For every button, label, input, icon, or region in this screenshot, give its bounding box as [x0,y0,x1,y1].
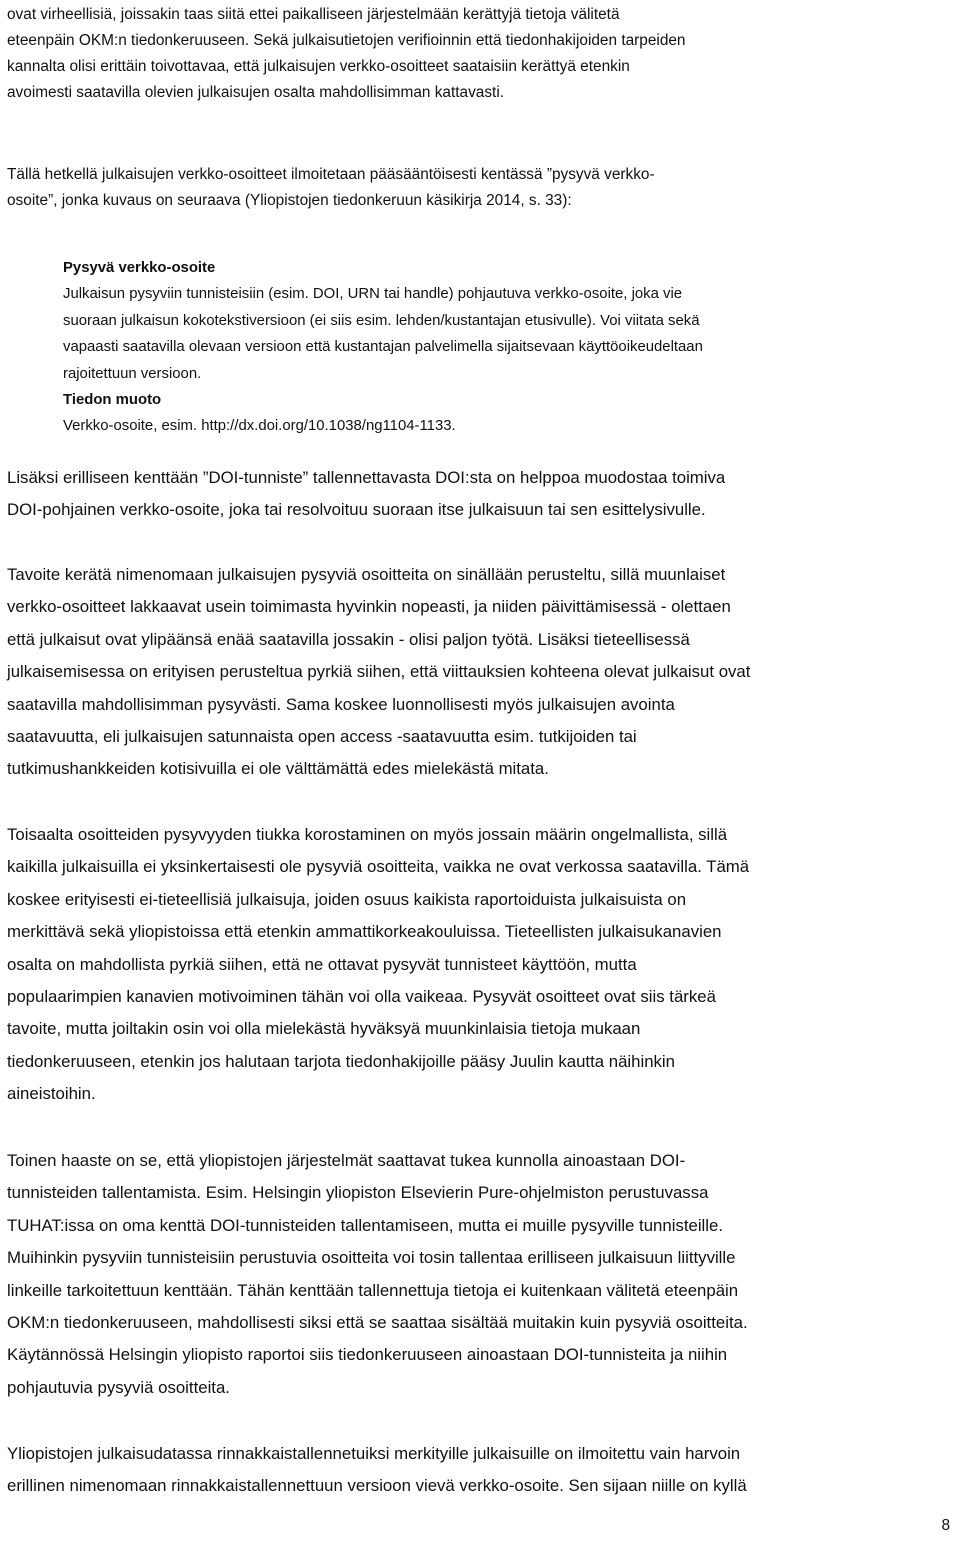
text-line: osoite”, jonka kuvaus on seuraava (Yliopistojen tiedonkeruun käsikirja 2014, s. 33): [7,192,572,209]
handbook-quote [63,255,953,440]
page-number: 8 [941,1517,950,1534]
text-line: populaarimpien kanavien motivoiminen tähän voi olla vaikeaa. Pysyvät osoitteet ovat siis tärkeä [7,987,716,1007]
text-line: Muihinkin pysyviin tunnisteisiin perustuvia osoitteita voi tosin tallentaa erilliseen julkaisuun liittyville [7,1248,736,1268]
text-line: koskee erityisesti ei-tieteellisiä julkaisuja, joiden osuus kaikista raportoiduista julkaisuista on [7,889,687,909]
paragraph-goal [7,559,955,786]
text-line: erillinen nimenomaan rinnakkaistallennettuun versioon vievä verkko-osoite. Sen sijaan niille on kyllä [7,1476,747,1496]
text-line: avoimesti saatavilla olevien julkaisujen osalta mahdollisimman kattavasti. [7,84,505,101]
text-line: osalta on mahdollista pyrkiä siihen, että ne ottavat pysyvät tunnisteet käyttöön, mutta [7,954,637,974]
paragraph-emphasis [7,819,955,1111]
text-line: kaikilla julkaisuilla ei yksinkertaisesti ole pysyviä osoitteita, vaikka ne ovat verkossa saatavilla. Tämä [7,857,750,877]
text-line: Lisäksi erilliseen kenttään ”DOI-tunniste” tallennettavasta DOI:sta on helppoa muodostaa toimiva [7,468,726,487]
text-line: ovat virheellisiä, joissakin taas siitä ettei paikalliseen järjestelmään kerättyjä tietoja välitetä [7,6,620,23]
quote-format-text: Verkko-osoite, esim. http://dx.doi.org/10.1038/ng1104-1133. [63,418,456,435]
text-line: aineistoihin. [7,1084,96,1104]
paragraph-doi [7,462,955,527]
text-line: Tavoite kerätä nimenomaan julkaisujen pysyviä osoitteita on sinällään perusteltu, sillä muunlaiset [7,565,726,584]
text-line: saatavuutta, eli julkaisujen satunnaista open access -saatavuutta esim. tutkijoiden tai [7,727,637,747]
text-line: pohjautuvia pysyviä osoitteita. [7,1377,230,1397]
text-line: DOI-pohjainen verkko-osoite, joka tai resolvoituu suoraan itse julkaisuun tai sen esittelysivulle. [7,500,706,520]
text-line: OKM:n tiedonkeruuseen, mahdollisesti siksi että se saattaa sisältää muitakin kuin pysyviä osoitteita. [7,1313,748,1333]
quote-line: rajoitettuun versioon. [63,365,202,382]
text-line: Käytännössä Helsingin yliopisto raportoi siis tiedonkeruuseen ainoastaan DOI-tunnisteita ja niihin [7,1345,728,1365]
quote-line: vapaasti saatavilla olevaan versioon että kustantajan palvelimella sijaitsevaan käyttöoikeudeltaan [63,339,703,356]
text-line: kannalta olisi erittäin toivottavaa, että julkaisujen verkko-osoitteet saataisiin kerättyä etenkin [7,58,630,75]
text-line: tutkimushankkeiden kotisivuilla ei ole välttämättä edes mielekästä mitata. [7,759,549,779]
quote-line: Julkaisun pysyviin tunnisteisiin (esim. DOI, URN tai handle) pohjautuva verkko-osoite, joka vie [63,286,683,303]
text-line: tunnisteiden tallentamista. Esim. Helsingin yliopiston Elsevierin Pure-ohjelmiston perustuvassa [7,1183,709,1203]
text-line: linkeille tarkoitettuun kenttään. Tähän kenttään tallennettuja tietoja ei kuitenkaan välitetä eteenpäin [7,1280,739,1300]
text-line: Tällä hetkellä julkaisujen verkko-osoitteet ilmoitetaan pääsääntöisesti kentässä ”pysyvä verkko- [7,166,655,183]
text-line: että julkaisut ovat ylipäänsä enää saatavilla jossakin - olisi paljon työtä. Lisäksi tieteellisessä [7,629,690,649]
quote-heading: Pysyvä verkko-osoite [63,260,216,276]
quote-line: suoraan julkaisun kokotekstiversioon (ei siis esim. lehden/kustantajan etusivulle). Voi viitata sekä [63,312,700,329]
text-line: Toisaalta osoitteiden pysyvyyden tiukka korostaminen on myös jossain määrin ongelmallista, sillä [7,825,728,844]
text-line: Toinen haaste on se, että yliopistojen järjestelmät saattavat tukea kunnolla ainoastaan DOI- [7,1151,686,1170]
quote-format-heading: Tiedon muoto [63,392,162,409]
paragraph-parallel-storage [7,1438,955,1503]
text-line: verkko-osoitteet lakkaavat usein toimimasta hyvinkin nopeasti, ja niiden päivittämisessä - olettaen [7,597,731,617]
paragraph-current-practice [7,162,955,214]
text-line: Yliopistojen julkaisudatassa rinnakkaistallennetuiksi merkityille julkaisuille on ilmoitettu vain harvoin [7,1444,741,1463]
text-line: julkaisemisessa on erityisen perusteltua pyrkiä siihen, että viittauksien kohteena olevat julkaisut ovat [7,662,751,682]
paragraph-second-challenge [7,1145,955,1404]
text-line: tavoite, mutta joiltakin osin voi olla mielekästä hyväksyä muunkinlaisia tietoja mukaan [7,1019,641,1039]
text-line: eteenpäin OKM:n tiedonkeruuseen. Sekä julkaisutietojen verifioinnin että tiedonhakijoiden tarpeiden [7,32,686,49]
paragraph-intro-tail [7,2,955,106]
text-line: merkittävä sekä yliopistoissa että etenkin ammattikorkeakouluissa. Tieteellisten julkaisukanavien [7,922,722,942]
text-line: saatavilla mahdollisimman pysyvästi. Sama koskee luonnollisesti myös julkaisujen avointa [7,694,675,714]
text-line: tiedonkeruuseen, etenkin jos halutaan tarjota tiedonhakijoille pääsy Juulin kautta näihinkin [7,1051,675,1071]
text-line: TUHAT:issa on oma kenttä DOI-tunnisteiden tallentamiseen, mutta ei muille pysyville tunnisteille. [7,1215,724,1235]
